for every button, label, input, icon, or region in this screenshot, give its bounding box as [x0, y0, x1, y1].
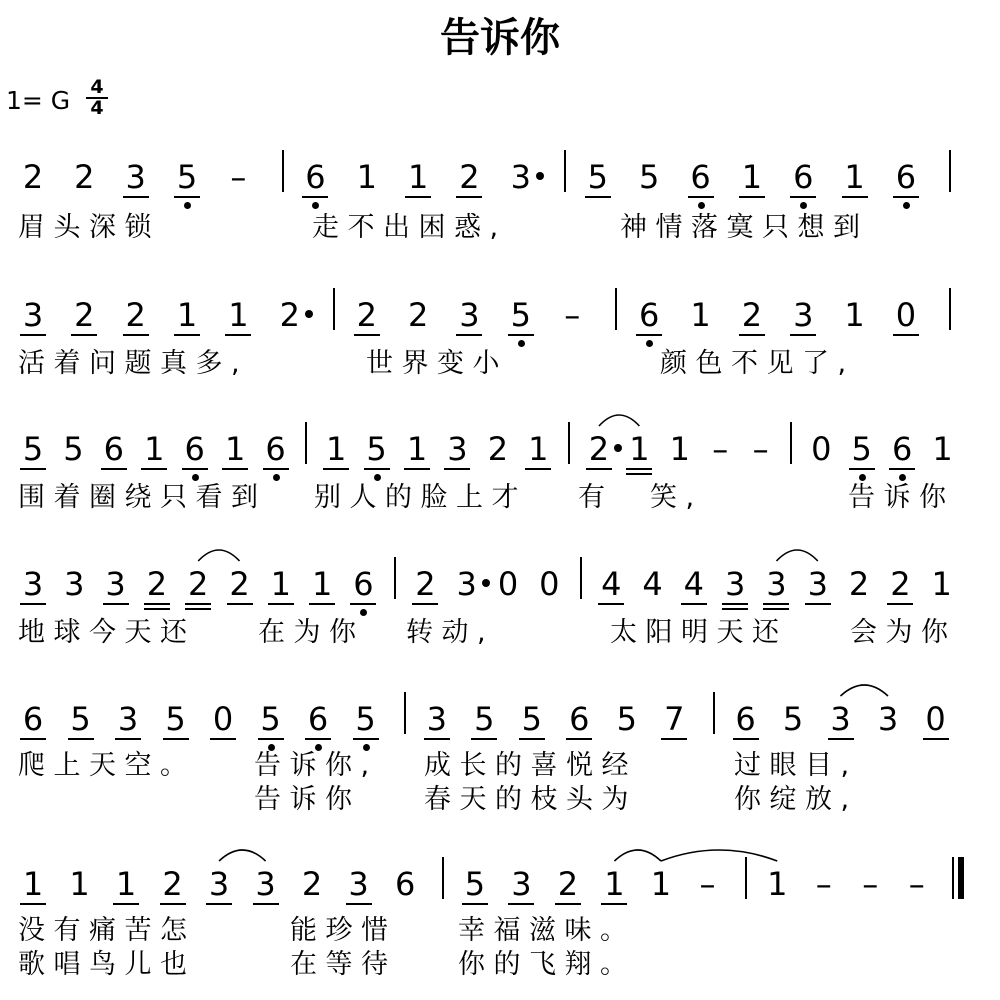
- note: 6: [569, 700, 590, 738]
- lyric-line: 太阳明天还: [610, 617, 788, 648]
- note: 6: [639, 296, 660, 334]
- note: 5: [616, 700, 637, 738]
- note: 2: [890, 565, 911, 603]
- lyric-line-verse-2: 歌唱鸟儿也: [18, 949, 196, 980]
- note: 5: [587, 158, 609, 196]
- lyric-line: 告诉你: [848, 482, 955, 513]
- note: 3: [22, 296, 44, 334]
- lyric-line: 围着圈绕只看到: [18, 482, 267, 513]
- lyric-line: 没有痛苦怎: [18, 915, 196, 946]
- lyric-line-verse-2: 在等待: [290, 949, 397, 980]
- note: 6: [735, 700, 756, 738]
- note: 2: [487, 430, 509, 468]
- note: 3: [511, 865, 532, 903]
- note: 1: [176, 296, 198, 334]
- note: 1: [844, 296, 865, 334]
- lyric-line-verse-2: 你的飞翔。: [458, 949, 636, 980]
- note: 7: [664, 700, 685, 738]
- lyric-line: 别人的脸上才: [314, 482, 527, 513]
- note: 6: [103, 430, 125, 468]
- note: 6: [22, 700, 44, 738]
- note: 1: [406, 430, 428, 468]
- song-title: 告诉你: [440, 15, 560, 61]
- note: 3: [459, 296, 480, 334]
- lyric-line: 能珍惜: [290, 915, 397, 946]
- note: 3: [105, 565, 126, 603]
- note: 1: [528, 430, 549, 468]
- note: 3: [125, 158, 146, 196]
- lyric-line: 活着问题真多,: [18, 348, 249, 379]
- tie-arc: [776, 550, 817, 561]
- lyric-line: 在为你: [258, 617, 365, 648]
- note: 5: [510, 296, 531, 334]
- note: 3: [877, 700, 899, 738]
- note: –: [230, 158, 247, 196]
- tie-arc: [614, 850, 661, 861]
- note: 1: [356, 158, 377, 196]
- note: 2: [356, 296, 377, 334]
- note: –: [564, 296, 581, 334]
- tie-arc: [219, 850, 266, 861]
- note: 6: [184, 430, 205, 468]
- note: 1: [629, 430, 650, 468]
- note: 6: [305, 158, 326, 196]
- note: 3: [793, 296, 814, 334]
- note: 1: [690, 296, 711, 334]
- note: 1: [931, 565, 952, 603]
- note: 4: [601, 565, 622, 603]
- note: 1: [22, 865, 44, 903]
- note: 5: [260, 700, 281, 738]
- note: –: [862, 865, 879, 903]
- note: 5: [366, 430, 387, 468]
- note: 1: [741, 158, 763, 196]
- note: 2: [407, 296, 429, 334]
- note: 0: [539, 565, 560, 603]
- note: 3: [208, 865, 230, 903]
- note: 2: [229, 565, 250, 603]
- tie-arc: [198, 550, 239, 561]
- note: 2: [22, 158, 44, 196]
- note: 2: [459, 158, 480, 196]
- lyric-line: 幸福滋味。: [458, 915, 636, 946]
- lyric-line: 成长的喜悦经: [424, 750, 637, 781]
- note: 5: [70, 700, 91, 738]
- lyric-line: 转动,: [406, 617, 495, 648]
- note: 1: [115, 865, 137, 903]
- note: 2: [301, 865, 323, 903]
- note: 6: [891, 430, 913, 468]
- note: 2: [415, 565, 436, 603]
- lyric-line: 爬上天空。: [18, 750, 196, 781]
- note: 2: [74, 158, 95, 196]
- note: 0: [925, 700, 946, 738]
- note: 1: [604, 865, 625, 903]
- tie-arc: [661, 850, 777, 861]
- note: 2: [557, 865, 579, 903]
- lyric-line: 告诉你,: [254, 750, 378, 781]
- note: 2: [588, 430, 610, 468]
- note: –: [752, 430, 769, 468]
- note: 6: [793, 158, 814, 196]
- note: 5: [176, 158, 198, 196]
- lyric-line: 过眼目,: [734, 750, 858, 781]
- note: 0: [497, 565, 519, 603]
- note: 1: [224, 430, 246, 468]
- key-signature: 1= G: [6, 86, 71, 115]
- time-signature-denominator: 4: [90, 97, 104, 119]
- note: 6: [353, 565, 374, 603]
- note: 5: [22, 430, 44, 468]
- lyric-line-verse-2: 你绽放,: [734, 784, 858, 815]
- note: 6: [307, 700, 329, 738]
- note: 1: [767, 865, 788, 903]
- note: 3: [456, 565, 477, 603]
- lyric-line: 神情落寞只想到: [620, 212, 869, 243]
- note: 0: [895, 296, 917, 334]
- lyric-line-verse-2: 春天的枝头为: [424, 784, 637, 815]
- lyric-line: 会为你: [850, 617, 957, 648]
- note: 3: [766, 565, 787, 603]
- note: 1: [69, 865, 90, 903]
- note: 6: [895, 158, 917, 196]
- note: 5: [521, 700, 542, 738]
- note: 1: [932, 430, 953, 468]
- note: 2: [146, 565, 168, 603]
- tie-arc: [841, 685, 889, 696]
- note: 5: [851, 430, 872, 468]
- lyric-line: 笑,: [650, 482, 703, 513]
- note: 2: [848, 565, 870, 603]
- note: 6: [394, 865, 416, 903]
- note: 5: [782, 700, 804, 738]
- note: 4: [683, 565, 705, 603]
- note: 1: [844, 158, 865, 196]
- note: 3: [510, 158, 531, 196]
- note: 3: [348, 865, 369, 903]
- note: 5: [165, 700, 186, 738]
- note: –: [815, 865, 832, 903]
- note: 2: [162, 865, 183, 903]
- note: –: [908, 865, 925, 903]
- note: 5: [474, 700, 495, 738]
- note: 5: [63, 430, 84, 468]
- note: 4: [642, 565, 663, 603]
- lyric-line: 颜色不见了,: [660, 348, 855, 379]
- note: 5: [355, 700, 376, 738]
- note: 1: [326, 430, 347, 468]
- note: 2: [741, 296, 763, 334]
- lyric-line: 有: [578, 482, 614, 513]
- lyric-line-verse-2: 告诉你: [254, 784, 361, 815]
- note: –: [712, 430, 729, 468]
- time-signature-numerator: 4: [86, 78, 108, 99]
- note: 2: [279, 296, 300, 334]
- note: 5: [639, 158, 660, 196]
- note: 2: [125, 296, 146, 334]
- note: 3: [447, 430, 468, 468]
- note: 3: [22, 565, 44, 603]
- lyric-line: 地球今天还: [18, 617, 196, 648]
- note: 1: [228, 296, 249, 334]
- lyric-line: 世界变小: [366, 348, 508, 379]
- note: 3: [426, 700, 447, 738]
- note: –: [699, 865, 716, 903]
- note: 3: [724, 565, 746, 603]
- note: 1: [650, 865, 672, 903]
- note: 1: [669, 430, 690, 468]
- note: 3: [64, 565, 85, 603]
- note: 5: [464, 865, 486, 903]
- note: 2: [188, 565, 209, 603]
- tie-arc: [599, 415, 639, 426]
- note: 3: [807, 565, 828, 603]
- note: 1: [311, 565, 333, 603]
- note: 3: [255, 865, 276, 903]
- note: 1: [407, 158, 429, 196]
- note: 1: [144, 430, 165, 468]
- note: 0: [212, 700, 234, 738]
- note: 1: [270, 565, 291, 603]
- lyric-line: 走不出困惑,: [312, 212, 507, 243]
- note: 3: [117, 700, 139, 738]
- note: 6: [265, 430, 286, 468]
- note: 0: [811, 430, 832, 468]
- note: 2: [74, 296, 95, 334]
- note: 3: [830, 700, 851, 738]
- note: 6: [690, 158, 711, 196]
- lyric-line: 眉头深锁: [18, 212, 160, 243]
